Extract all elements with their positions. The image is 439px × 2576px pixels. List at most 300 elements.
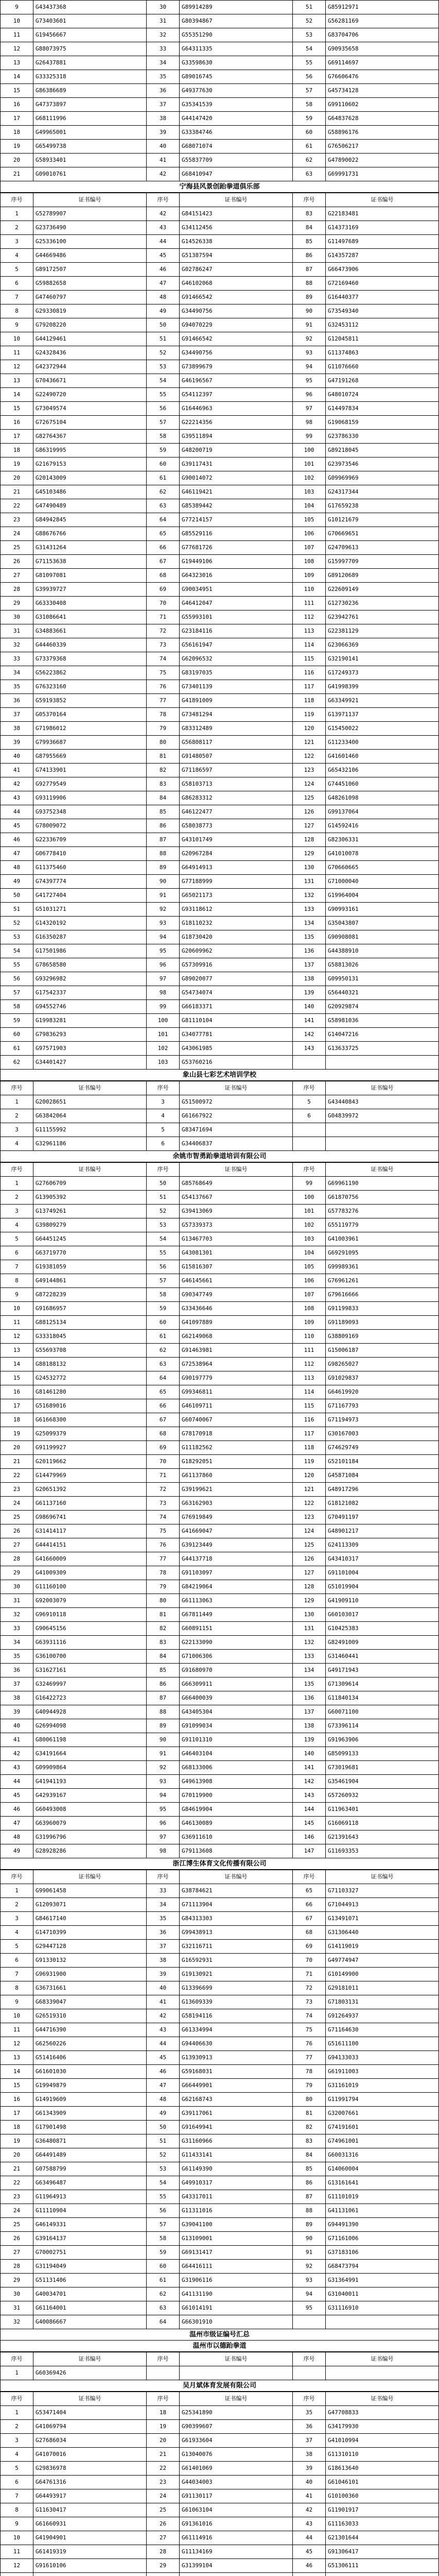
cert-number-cell: G99346811 bbox=[180, 1385, 293, 1399]
cert-number-cell: G39199621 bbox=[180, 1483, 293, 1497]
table-row bbox=[1, 2531, 439, 2545]
seq-cell: 85 bbox=[293, 2162, 326, 2176]
table-header-row bbox=[1, 193, 439, 207]
seq-cell: 89 bbox=[293, 291, 326, 304]
cert-number-cell: G30167003 bbox=[326, 1427, 439, 1441]
cert-number-cell: G28928286 bbox=[33, 1844, 147, 1858]
cert-number-cell: G24317344 bbox=[326, 485, 439, 499]
table-row bbox=[1, 2476, 439, 2489]
cert-number-cell: G70002751 bbox=[33, 2246, 147, 2260]
cert-number-cell: G81097081 bbox=[33, 569, 147, 583]
cert-number-cell: G10149900 bbox=[326, 1968, 439, 1981]
registry-section bbox=[0, 1070, 439, 1151]
cert-number-cell: G18121082 bbox=[326, 1497, 439, 1511]
table-row bbox=[1, 388, 439, 402]
cert-number-cell: G61164001 bbox=[33, 2301, 147, 2315]
cert-number-cell: G41601460 bbox=[326, 750, 439, 764]
cert-number-cell: G72675104 bbox=[33, 416, 147, 430]
seq-cell: 26 bbox=[1, 555, 33, 569]
cert-number-cell: G49377630 bbox=[180, 84, 293, 98]
seq-cell: 108 bbox=[293, 1302, 326, 1316]
seq-cell: 55 bbox=[147, 1246, 180, 1260]
cert-number-cell: G41009309 bbox=[33, 1566, 147, 1580]
seq-cell: 42 bbox=[1, 1747, 33, 1761]
cert-number-cell: G07588799 bbox=[33, 2162, 147, 2176]
cert-number-cell: G73401139 bbox=[180, 680, 293, 694]
cert-number-cell: G66400039 bbox=[180, 1691, 293, 1705]
table-row bbox=[1, 958, 439, 972]
cert-number-cell: G26994098 bbox=[33, 1719, 147, 1733]
cert-number-cell: G31040011 bbox=[326, 2287, 439, 2301]
header-cert: 证书编号 bbox=[326, 193, 439, 207]
cert-number-cell: G66449901 bbox=[180, 2079, 293, 2093]
table-row bbox=[1, 457, 439, 471]
seq-cell: 135 bbox=[293, 930, 326, 944]
cert-number-cell: G16592931 bbox=[180, 1954, 293, 1968]
cert-number-cell: G66301910 bbox=[180, 2315, 293, 2329]
table-row bbox=[1, 444, 439, 457]
seq-cell: 44 bbox=[293, 2531, 326, 2545]
seq-cell: 57 bbox=[293, 84, 326, 98]
table-row bbox=[1, 2079, 439, 2093]
cert-number-cell: G36100700 bbox=[33, 1650, 147, 1664]
seq-cell: 14 bbox=[1, 1358, 33, 1371]
table-row bbox=[1, 2406, 439, 2420]
header-seq: 序号 bbox=[293, 193, 326, 207]
cert-number-cell: G70660665 bbox=[326, 861, 439, 875]
seq-cell: 94 bbox=[293, 2287, 326, 2301]
seq-cell: 31 bbox=[147, 14, 180, 28]
cert-number-cell: G10425383 bbox=[326, 1622, 439, 1636]
table-row bbox=[1, 1940, 439, 1954]
seq-cell: 87 bbox=[293, 263, 326, 277]
cert-number-cell: G14119019 bbox=[326, 1940, 439, 1954]
seq-cell: 61 bbox=[293, 140, 326, 154]
table-row bbox=[1, 1274, 439, 1288]
seq-cell: 10 bbox=[1, 2009, 33, 2023]
cert-number-cell: G13749261 bbox=[33, 1205, 147, 1218]
cert-number-cell: G61419319 bbox=[33, 2545, 147, 2559]
seq-cell: 36 bbox=[293, 2420, 326, 2434]
cert-number-cell: G59168031 bbox=[180, 2065, 293, 2079]
seq-cell: 15 bbox=[1, 84, 33, 98]
table-row bbox=[1, 2489, 439, 2503]
seq-cell: 134 bbox=[293, 1664, 326, 1677]
seq-cell: 22 bbox=[1, 499, 33, 513]
cert-number-cell: G64619920 bbox=[326, 1385, 439, 1399]
seq-cell: 10 bbox=[1, 14, 33, 28]
seq-cell: 38 bbox=[1, 1691, 33, 1705]
table-row bbox=[1, 903, 439, 917]
seq-cell: 131 bbox=[293, 1622, 326, 1636]
cert-number-cell bbox=[180, 2573, 293, 2576]
seq-cell: 92 bbox=[293, 2260, 326, 2274]
seq-cell: 41 bbox=[147, 154, 180, 167]
table-row bbox=[1, 1302, 439, 1316]
seq-cell: 79 bbox=[147, 1580, 180, 1594]
table-row bbox=[1, 2315, 439, 2329]
cert-number-cell: G85768649 bbox=[180, 1177, 293, 1191]
cert-number-cell: G71006306 bbox=[180, 1650, 293, 1664]
cert-number-cell: G60493008 bbox=[33, 1803, 147, 1817]
seq-cell: 13 bbox=[1, 1344, 33, 1358]
cert-number-cell: G47373897 bbox=[33, 98, 147, 112]
seq-cell: 97 bbox=[147, 972, 180, 986]
seq-cell: 18 bbox=[147, 2406, 180, 2420]
cert-number-cell: G11497689 bbox=[326, 235, 439, 249]
seq-cell: 85 bbox=[293, 235, 326, 249]
seq-cell: 84 bbox=[293, 2148, 326, 2162]
cert-number-cell: G70669651 bbox=[326, 527, 439, 541]
table-row bbox=[1, 1650, 439, 1664]
table-row bbox=[1, 2448, 439, 2462]
table-row bbox=[1, 332, 439, 346]
cert-number-cell: G54112397 bbox=[180, 388, 293, 402]
seq-cell: 43 bbox=[293, 2517, 326, 2531]
seq-cell: 46 bbox=[293, 2559, 326, 2573]
seq-cell: 41 bbox=[147, 1995, 180, 2009]
header-seq: 序号 bbox=[147, 193, 180, 207]
table-row bbox=[1, 1371, 439, 1385]
seq-cell: 47 bbox=[1, 1817, 33, 1831]
cert-number-cell: G63162903 bbox=[180, 1497, 293, 1511]
seq-cell: 124 bbox=[293, 777, 326, 791]
seq-cell: 36 bbox=[147, 1926, 180, 1940]
cert-number-cell: G76606476 bbox=[326, 70, 439, 84]
cert-number-cell: G93118612 bbox=[180, 903, 293, 917]
cert-number-cell: G39117061 bbox=[180, 2107, 293, 2121]
seq-cell: 60 bbox=[147, 2260, 180, 2274]
seq-cell: 68 bbox=[147, 569, 180, 583]
table-row bbox=[1, 235, 439, 249]
cert-number-cell: G20929874 bbox=[326, 1000, 439, 1014]
seq-cell: 10 bbox=[1, 332, 33, 346]
seq-cell: 111 bbox=[293, 1344, 326, 1358]
seq-cell: 63 bbox=[293, 167, 326, 181]
table-row bbox=[1, 889, 439, 903]
table-row bbox=[1, 1719, 439, 1733]
cert-number-cell: G60740067 bbox=[180, 1413, 293, 1427]
table-row bbox=[1, 1260, 439, 1274]
cert-number-cell: G71194973 bbox=[326, 1413, 439, 1427]
seq-cell: 117 bbox=[293, 1427, 326, 1441]
seq-cell: 71 bbox=[147, 1469, 180, 1483]
cert-number-cell: G77188999 bbox=[180, 875, 293, 889]
seq-cell: 73 bbox=[147, 638, 180, 652]
table-row bbox=[1, 1232, 439, 1246]
cert-number-cell: G19381059 bbox=[33, 1260, 147, 1274]
cert-number-cell: G11155992 bbox=[33, 1123, 147, 1137]
cert-number-cell: G57260932 bbox=[326, 1789, 439, 1803]
seq-cell: 106 bbox=[293, 1274, 326, 1288]
cert-number-cell: G68473794 bbox=[326, 2260, 439, 2274]
cert-number-cell: G22214356 bbox=[180, 416, 293, 430]
seq-cell: 140 bbox=[293, 1000, 326, 1014]
seq-cell: 147 bbox=[293, 1844, 326, 1858]
seq-cell: 52 bbox=[293, 14, 326, 28]
cert-number-cell: G71164630 bbox=[326, 2023, 439, 2037]
table-row bbox=[1, 2134, 439, 2148]
seq-cell: 87 bbox=[147, 1691, 180, 1705]
seq-cell: 4 bbox=[1, 1137, 33, 1151]
cert-number-cell: G25341890 bbox=[180, 2406, 293, 2420]
cert-number-cell: G36480871 bbox=[33, 2134, 147, 2148]
seq-cell: 76 bbox=[147, 680, 180, 694]
cert-number-cell: G62560226 bbox=[33, 2037, 147, 2051]
cert-number-cell: G13161641 bbox=[326, 2176, 439, 2190]
seq-cell: 142 bbox=[293, 1775, 326, 1789]
table-header-row bbox=[1, 2392, 439, 2406]
header-seq: 序号 bbox=[1, 1163, 33, 1177]
seq-cell: 90 bbox=[147, 875, 180, 889]
seq-cell: 74 bbox=[147, 652, 180, 666]
cert-number-cell: G48261098 bbox=[326, 791, 439, 805]
cert-number-cell: G41660009 bbox=[33, 1552, 147, 1566]
seq-cell: 21 bbox=[1, 1455, 33, 1469]
cert-number-cell: G91306417 bbox=[326, 2545, 439, 2559]
seq-cell: 31 bbox=[1, 2301, 33, 2315]
seq-cell: 16 bbox=[1, 2093, 33, 2107]
cert-number-cell: G72169460 bbox=[326, 277, 439, 291]
cert-number-cell: G34401427 bbox=[33, 1056, 147, 1070]
table-row bbox=[1, 374, 439, 388]
seq-cell: 34 bbox=[147, 1898, 180, 1912]
cert-number-cell: G73403601 bbox=[33, 14, 147, 28]
seq-cell: 45 bbox=[147, 249, 180, 263]
seq-cell: 132 bbox=[293, 1636, 326, 1650]
seq-cell: 120 bbox=[293, 1469, 326, 1483]
table-row bbox=[1, 1109, 439, 1123]
seq-cell: 29 bbox=[1, 1566, 33, 1580]
cert-number-cell: G10121679 bbox=[326, 513, 439, 527]
seq-cell: 39 bbox=[1, 736, 33, 750]
cert-number-cell: G90197779 bbox=[180, 1371, 293, 1385]
table-row bbox=[1, 1954, 439, 1968]
table-row bbox=[1, 42, 439, 56]
seq-cell: 25 bbox=[1, 541, 33, 555]
cert-number-cell: G58103713 bbox=[180, 777, 293, 791]
cert-number-cell: G90347749 bbox=[180, 1288, 293, 1302]
seq-cell: 7 bbox=[1, 1968, 33, 1981]
cert-number-cell: G43317011 bbox=[180, 2190, 293, 2204]
cert-number-cell: G32116711 bbox=[180, 1940, 293, 1954]
seq-cell: 22 bbox=[1, 2176, 33, 2190]
seq-cell: 37 bbox=[147, 98, 180, 112]
cert-number-cell: G79208220 bbox=[33, 318, 147, 332]
cert-number-cell: G53760216 bbox=[180, 1056, 293, 1070]
header-cert: 证书编号 bbox=[180, 1870, 293, 1884]
seq-cell: 41 bbox=[1, 1733, 33, 1747]
seq-cell: 5 bbox=[1, 1232, 33, 1246]
cert-number-cell: G44414151 bbox=[33, 1538, 147, 1552]
cert-number-cell: G47460797 bbox=[33, 291, 147, 304]
header-seq: 序号 bbox=[293, 2352, 326, 2366]
seq-cell: 43 bbox=[1, 1761, 33, 1775]
seq-cell: 95 bbox=[147, 944, 180, 958]
table-row bbox=[1, 1469, 439, 1483]
cert-number-cell bbox=[326, 2315, 439, 2329]
cert-number-cell: G44388910 bbox=[326, 944, 439, 958]
seq-cell: 113 bbox=[293, 624, 326, 638]
seq-cell: 117 bbox=[293, 680, 326, 694]
cert-number-cell: G39939727 bbox=[33, 583, 147, 597]
seq-cell: 4 bbox=[1, 1218, 33, 1232]
seq-cell: 19 bbox=[147, 2420, 180, 2434]
cert-number-cell: G66183371 bbox=[180, 1000, 293, 1014]
cert-number-cell: G65021173 bbox=[180, 889, 293, 903]
cert-number-cell: G94406630 bbox=[180, 2037, 293, 2051]
cert-number-cell: G91029837 bbox=[326, 1371, 439, 1385]
table-row bbox=[1, 680, 439, 694]
seq-cell: 73 bbox=[293, 1995, 326, 2009]
cert-number-cell: G55993101 bbox=[180, 611, 293, 624]
seq-cell: 127 bbox=[293, 1566, 326, 1580]
seq-cell: 3 bbox=[147, 1095, 180, 1109]
cert-number-cell: G90908081 bbox=[326, 930, 439, 944]
seq-cell: 37 bbox=[293, 2434, 326, 2448]
seq-cell: 27 bbox=[1, 2246, 33, 2260]
seq-cell: 66 bbox=[293, 1898, 326, 1912]
table-row bbox=[1, 791, 439, 805]
cert-number-cell: G99110602 bbox=[326, 98, 439, 112]
seq-cell: 62 bbox=[147, 1344, 180, 1358]
seq-cell: 88 bbox=[293, 2204, 326, 2218]
seq-cell: 88 bbox=[147, 847, 180, 861]
cert-number-cell: G55119779 bbox=[326, 1218, 439, 1232]
table-row bbox=[1, 14, 439, 28]
cert-number-cell: G49144861 bbox=[33, 1274, 147, 1288]
header-seq: 序号 bbox=[1, 1870, 33, 1884]
table-row bbox=[1, 1580, 439, 1594]
cert-number-cell: G41909110 bbox=[326, 1594, 439, 1608]
table-row bbox=[1, 1137, 439, 1151]
cert-number-cell: G19983281 bbox=[33, 1014, 147, 1028]
table-row bbox=[1, 2204, 439, 2218]
seq-cell: 113 bbox=[293, 1371, 326, 1385]
seq-cell: 24 bbox=[147, 2489, 180, 2503]
seq-cell: 3 bbox=[1, 1123, 33, 1137]
cert-number-cell: G57783276 bbox=[326, 1205, 439, 1218]
cert-number-cell: G14060004 bbox=[326, 2162, 439, 2176]
table-row bbox=[1, 2274, 439, 2287]
seq-cell: 140 bbox=[293, 1747, 326, 1761]
seq-cell: 96 bbox=[147, 1817, 180, 1831]
seq-cell: 128 bbox=[293, 833, 326, 847]
table-row bbox=[1, 541, 439, 555]
cert-number-cell: G39511894 bbox=[180, 430, 293, 444]
seq-cell: 62 bbox=[1, 1056, 33, 1070]
table-row bbox=[1, 2009, 439, 2023]
seq-cell: 56 bbox=[147, 1260, 180, 1274]
cert-number-cell: G89020077 bbox=[180, 972, 293, 986]
seq-cell: 39 bbox=[1, 1705, 33, 1719]
cert-number-cell bbox=[33, 2573, 147, 2576]
seq-cell: 51 bbox=[147, 2134, 180, 2148]
cert-number-cell: G33384746 bbox=[180, 126, 293, 140]
cert-number-cell: G61933604 bbox=[180, 2434, 293, 2448]
cert-number-cell: G31161019 bbox=[326, 2079, 439, 2093]
seq-cell: 51 bbox=[293, 1, 326, 14]
cert-number-cell: G38809169 bbox=[326, 1330, 439, 1344]
seq-cell: 61 bbox=[147, 1330, 180, 1344]
cert-number-cell: G52789907 bbox=[33, 207, 147, 221]
seq-cell: 61 bbox=[1, 1042, 33, 1056]
seq-cell: 42 bbox=[147, 207, 180, 221]
seq-cell: 39 bbox=[293, 2462, 326, 2476]
seq-cell: 87 bbox=[147, 833, 180, 847]
seq-cell: 78 bbox=[293, 2065, 326, 2079]
seq-cell bbox=[293, 2315, 326, 2329]
seq-cell: 77 bbox=[147, 694, 180, 708]
cert-number-cell: G14526338 bbox=[180, 235, 293, 249]
seq-cell: 91 bbox=[293, 318, 326, 332]
cert-number-cell: G64491489 bbox=[33, 2148, 147, 2162]
seq-cell: 39 bbox=[147, 1968, 180, 1981]
table-row bbox=[1, 416, 439, 430]
seq-cell: 48 bbox=[147, 291, 180, 304]
cert-number-cell: G76961261 bbox=[326, 1274, 439, 1288]
seq-cell: 1 bbox=[1, 1095, 33, 1109]
seq-cell: 54 bbox=[147, 374, 180, 388]
cert-number-cell: G94070229 bbox=[180, 318, 293, 332]
seq-cell: 72 bbox=[147, 1483, 180, 1497]
section-title: 象山县七彩艺术培训学校 bbox=[0, 1070, 439, 1081]
cert-number-cell: G99438913 bbox=[180, 1926, 293, 1940]
seq-cell: 75 bbox=[293, 2023, 326, 2037]
cert-number-cell: G51500972 bbox=[180, 1095, 293, 1109]
cert-number-cell: G56808117 bbox=[180, 736, 293, 750]
cert-number-cell: G88188132 bbox=[33, 1358, 147, 1371]
seq-cell: 94 bbox=[147, 930, 180, 944]
cert-number-cell: G29181011 bbox=[326, 1981, 439, 1995]
cert-number-cell: G24113309 bbox=[326, 1538, 439, 1552]
seq-cell: 104 bbox=[293, 1246, 326, 1260]
cert-number-cell: G11901917 bbox=[326, 2503, 439, 2517]
seq-cell: 22 bbox=[147, 2462, 180, 2476]
table-row bbox=[1, 2559, 439, 2573]
certificate-table bbox=[0, 2392, 439, 2576]
table-row bbox=[1, 207, 439, 221]
header-cert: 证书编号 bbox=[180, 1163, 293, 1177]
seq-cell: 15 bbox=[1, 1371, 33, 1385]
cert-number-cell: G71186597 bbox=[180, 764, 293, 777]
seq-cell: 67 bbox=[147, 1413, 180, 1427]
seq-cell: 49 bbox=[147, 304, 180, 318]
seq-cell: 79 bbox=[293, 2079, 326, 2093]
seq-cell: 78 bbox=[147, 708, 180, 722]
cert-number-cell: G40034701 bbox=[33, 2287, 147, 2301]
seq-cell: 145 bbox=[293, 1817, 326, 1831]
seq-cell: 97 bbox=[293, 402, 326, 416]
section-title: 温州市以德跆拳道 bbox=[0, 2341, 439, 2352]
seq-cell: 103 bbox=[293, 485, 326, 499]
seq-cell: 45 bbox=[293, 2545, 326, 2559]
seq-cell: 50 bbox=[147, 318, 180, 332]
seq-cell bbox=[293, 1056, 326, 1070]
table-row bbox=[1, 1191, 439, 1205]
seq-cell: 101 bbox=[293, 457, 326, 471]
cert-number-cell: G31116910 bbox=[326, 2301, 439, 2315]
cert-number-cell: G61114916 bbox=[180, 2531, 293, 2545]
cert-number-cell: G31194049 bbox=[33, 2260, 147, 2274]
cert-number-cell: G69114697 bbox=[326, 56, 439, 70]
seq-cell: 11 bbox=[1, 28, 33, 42]
seq-cell: 23 bbox=[1, 2190, 33, 2204]
table-row bbox=[1, 346, 439, 360]
cert-number-cell bbox=[180, 2366, 293, 2380]
seq-cell: 99 bbox=[293, 430, 326, 444]
section-title: 吴月斌体育发展有限公司 bbox=[0, 2380, 439, 2392]
